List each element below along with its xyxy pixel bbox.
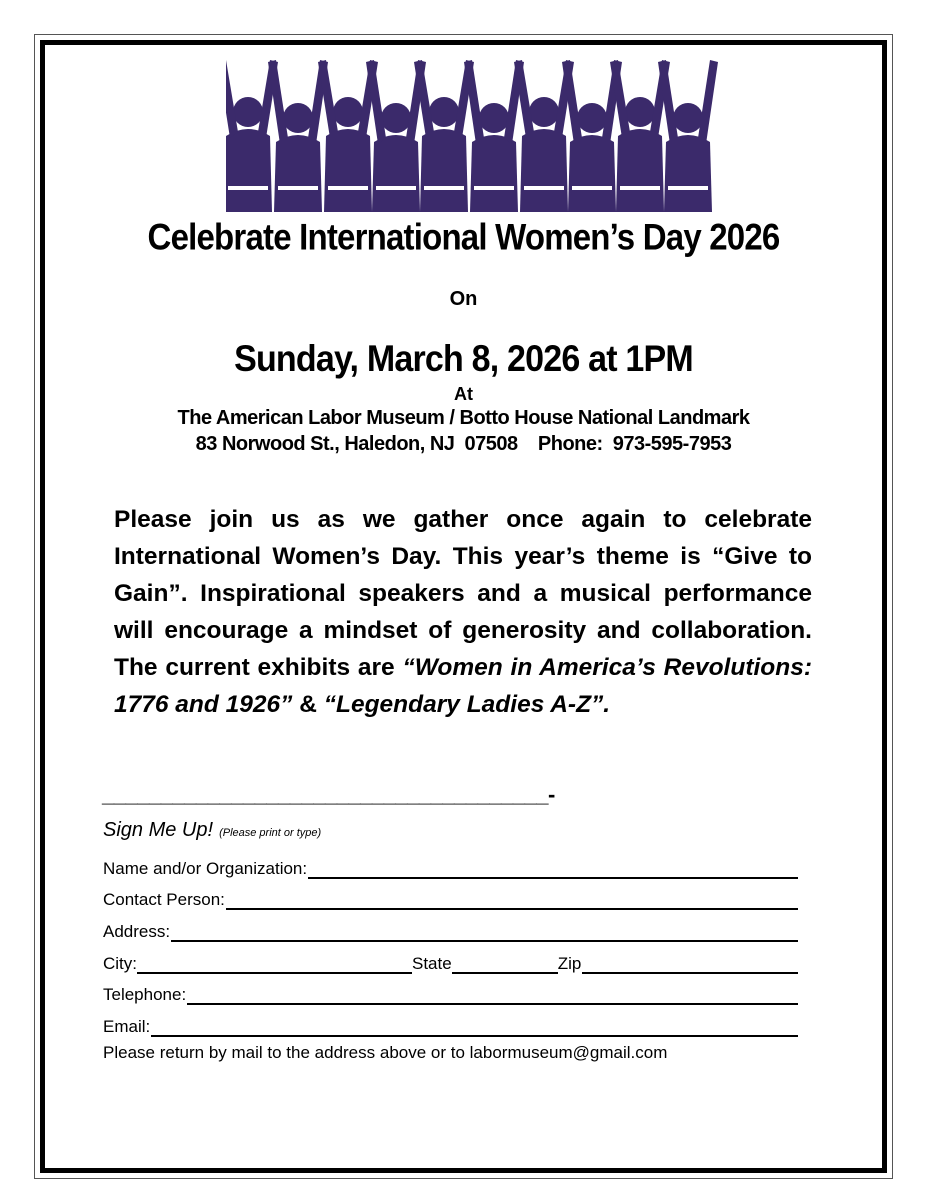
city-label: City: <box>103 954 137 973</box>
signup-note: (Please print or type) <box>219 827 322 839</box>
description-connector: & <box>292 691 324 718</box>
woman-silhouette <box>268 60 328 212</box>
contact-field[interactable] <box>226 886 798 910</box>
woman-silhouette <box>226 60 278 212</box>
contact-label: Contact Person: <box>103 890 225 909</box>
telephone-row <box>103 981 798 1005</box>
city-state-zip-row <box>103 950 798 974</box>
name-label: Name and/or Organization: <box>103 859 308 878</box>
women-silhouette-banner <box>226 50 720 212</box>
zip-label: Zip <box>557 954 582 973</box>
city-field[interactable] <box>137 950 412 974</box>
event-phone: Phone: 973-595-7953 <box>537 433 732 455</box>
event-date: Sunday, March 8, 2026 at 1PM <box>234 338 693 380</box>
signup-heading <box>103 819 321 842</box>
woman-silhouette <box>318 60 378 212</box>
cut-line: ______________________________________- <box>102 782 555 807</box>
signup-title: Sign Me Up! <box>103 819 214 841</box>
event-description <box>114 501 812 723</box>
woman-silhouette <box>562 60 622 212</box>
email-label: Email: <box>103 1017 151 1036</box>
return-instructions: Please return by mail to the address above or to labormuseum@gmail.com <box>103 1043 668 1062</box>
address-label: Address: <box>103 922 171 941</box>
event-title: Celebrate International Women’s Day 2026 <box>147 215 780 258</box>
at-label: At <box>454 384 473 404</box>
contact-row <box>103 886 798 910</box>
email-field[interactable] <box>151 1013 798 1037</box>
name-row <box>103 855 798 879</box>
event-address: 83 Norwood St., Haledon, NJ 07508 <box>195 433 518 455</box>
woman-silhouette <box>414 60 474 212</box>
woman-silhouette <box>658 60 718 212</box>
address-field[interactable] <box>171 918 798 942</box>
woman-silhouette <box>610 60 670 212</box>
on-label: On <box>449 288 478 310</box>
telephone-label: Telephone: <box>103 985 187 1004</box>
description-text: Please join us as we gather once again to celebrate International Women’s Day. This year’s theme is “Give to Gain”. Inspirational speakers and a musical performance will encourage a mindset of generosity and collaboration. The current exhibits are <box>114 506 812 681</box>
event-venue: The American Labor Museum / Botto House National Landmark <box>177 407 750 429</box>
woman-silhouette <box>464 60 524 212</box>
woman-silhouette <box>514 60 574 212</box>
name-field[interactable] <box>308 855 798 879</box>
exhibit-2: “Legendary Ladies A-Z”. <box>323 691 611 718</box>
zip-field[interactable] <box>582 950 798 974</box>
exhibit-1: “Women in America’s Revolutions: 1776 and 1926” <box>114 654 813 718</box>
event-address-line <box>60 433 867 456</box>
email-row <box>103 1013 798 1037</box>
state-field[interactable] <box>452 950 558 974</box>
state-label: State <box>412 954 452 973</box>
telephone-field[interactable] <box>187 981 798 1005</box>
address-row <box>103 918 798 942</box>
woman-silhouette <box>366 60 426 212</box>
